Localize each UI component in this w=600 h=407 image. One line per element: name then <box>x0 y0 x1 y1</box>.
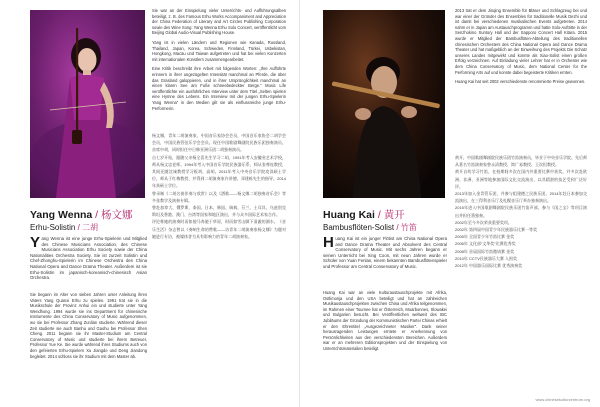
artist-name-chinese: 黄开 <box>383 209 405 221</box>
artist-name-heading: Huang Kai / 黄开 <box>323 209 405 221</box>
bio-column <box>323 290 447 356</box>
artist-name-heading: Yang Wenna / 杨文娜 <box>30 209 133 221</box>
artist-name: Yang Wenna <box>30 209 93 221</box>
body-paragraph: 2013 trat er dem Jinqing Ensemble für Bläser und Schlagzeug bei und war einer der Gründer des Ensembles für traditionelle Musik Dezhi und ist damit bei verschiedenen musikalischen Events aufgetreten. 2014 nahm er in Japan am Austauschprogramm und hatte Solo-Auftritte in der Senzhokino Suntory Hall und der Sapporo Concert Hall Kitara. 2015 wurde er Mitglied der Bambusflöten-Abteilung des traditionellen chinesischen Orchesters des China National Opera and Dance Drama Theater und hat maßgeblich an der Einweihung des Projekts Die Schatz unseres Landes mitgewirkt und konnte als Xiao-Solist einen großen Erfolg verzeichnen. Auf Einladung vieler Lehrer hat er in Orchester wie dem China Conservatory of Music, dem National Center for the Performing Arts auf und konnte dabei begeisterte Kritiken ernten. <box>455 8 587 75</box>
body-paragraph: Huang Kai hat seit 2002 verschiedenste renommierte Preise gewonnen. <box>455 79 586 85</box>
cjk-paragraph: 杨文娜，青年二胡演奏家，中国音乐家协会会员，中国音乐家协会二胡学会会员，中国民族管弦乐学会会员。现任中国歌剧舞剧院民族乐团独奏演员、首席中胡，同时担任中日韩亚洲乐团二胡独奏演员。 <box>152 133 286 153</box>
middle-column-chinese <box>152 132 286 240</box>
role-label-chinese: 二胡 <box>82 223 99 232</box>
intro-paragraph <box>30 236 147 281</box>
intro-paragraph <box>323 236 447 270</box>
footer-url: www.chinesekulturzentrum.org <box>535 397 590 402</box>
drop-cap: H <box>323 234 334 251</box>
right-column-german <box>455 8 587 89</box>
cjk-paragraph: 评论称她的演奏时而如骏马奔驰于草原，时而如雪山脚下清澈的湖水。《音乐生活》杂志曾以《奏响生命的赞歌——访青年二胡演奏家杨文娜》为题对她进行专访，被媒体誉为具有影响力的青年二胡演奏家。 <box>152 219 286 239</box>
drop-cap: Y <box>30 234 41 251</box>
yang-wenna-photo <box>30 10 145 198</box>
cjk-paragraph: 2015年进入中国歌剧舞剧院民族乐团竹笛声部，参与《国之宝》等项目演出并担任箫独奏。 <box>455 205 587 218</box>
cjk-paragraph: 自七岁开始，跟随父亲杨全喜先生学习二胡。1991年考入安徽省艺术学校，师从杨文忠老师。1994年考入中国音乐学院民族器乐系，师从张尊连教授，其间还随沈诚教授学习板胡、高胡。2011年考入中央音乐学院攻读硕士学位，师从于红梅教授，并得到二胡演奏家许讲德、邓建栋先生的指导。2014年获硕士学位。 <box>152 154 286 189</box>
cjk-paragraph: 黄开，中国歌剧舞剧院民族乐团竹笛演奏员，毕业于中央音乐学院。先后师从著名竹笛演奏家曾永清教授、简广易教授、王次恒教授。 <box>455 155 587 168</box>
intro-text: ang Wenna ist eine junge Erhu-Spielerin und Mitglied des Chinese Musicians Association, des Chinese Musicians Association Erhu Society sowie der China Nationalities Orchestra Society. Sie ist zurzeit Solistin und Chef-Zhonghu-Spielerin im Chinese Orchestra des China National Opera and Dance Drama Theater. Außerdem ist sie Erhu-Solistin im japanisch-koreanisch-chinesisch Asian Orchestra. <box>30 236 147 281</box>
erhu-player-illustration <box>30 10 145 198</box>
role-label: Erhu-Solistin <box>30 223 76 232</box>
artist-name: Huang Kai <box>323 209 375 221</box>
cjk-paragraph: 2013年加入金青管乐团，并参与组建德之民族乐团。2014年赴日本参加交流演出，在三得利音乐厅及札幌音乐厅举办独奏演出。 <box>455 191 587 204</box>
body-paragraph: Sie war an der Einspielung vieler Unterrichts- und Aufführungsalben beteiligt, z. B. des Famous Erhu Works Accompaniment and Appreciation der China Federation of Literary and Art Circles Publishing Corporation sowie des Wine Song: Yang Wenna Erhu Solo Concert, veröffentlicht vom Beijing Global Audio-Visual Publishing House. <box>152 8 286 36</box>
award-item: 2002年 第四届中国青少年民族器乐比赛一等奖 <box>455 227 538 233</box>
role-label: Bambusflöten-Solist <box>323 223 395 232</box>
body-paragraph: Yang ist in vielen Ländern und Regionen wie Kanada, Russland, Thailand, Japan, Korea, Schweden, Finnland, Türkei, Usbekistan, Hongkong, Macau und Taiwan aufgetreten und hat bei vielen Konzerten mit internationalen Künstlern zusammengearbeitet. <box>152 39 286 62</box>
award-item: 2005年 全国青少年竹笛比赛 金奖 <box>455 234 515 240</box>
cjk-paragraph: 黄开自幼学习竹笛，在校期间多次在国内外重要比赛中获奖，并多次赴欧洲、非洲、亚洲等地参加国际文化交流演出，以其精湛的技艺受到广泛好评。 <box>455 169 587 189</box>
bio-paragraph: Sie begann im Alter von sieben Jahren unter Anleitung ihres Vaters Yang Quanxi Erhu zu spielen. 1991 trat sie in die Musikschule der Provinz Anhui ein und studierte unter Yang Wendhong. 1994 wurde sie ins Department für chinesische Instrumente des China Conservatory of Music aufgenommen, wo sie bei Professor Zhang Zunlian studierte. Während dieser Zeit studierte sie auch Banhu und Gaohu bei Professor Shen Cheng. 2011 begann sie ihr Master-Studium am Central Conservatory of Music und studierte bei ihrem Betreuer, Professor Yue Ke. Sie wurde während ihres Studiums auch von den gefeierten Erhu-Spielern Xu Jiangde und Deng Jiandong begleitet. 2014 schloss sie ihr Studium mit dem Master ab. <box>30 292 147 359</box>
award-item: 2010年 CCTV民族器乐大赛 入围奖 <box>455 255 518 261</box>
artist-role: Erhu-Solistin / 二胡 <box>30 223 99 232</box>
award-item: 2008年 首届国际竹笛邀请赛 金奖 <box>455 248 515 254</box>
intro-text: uang Kai ist ein junger Flötist am China National Opera and Dance Drama Theater und Absolvent des Central Conservatory of Music. Mit sechs Jahren begann er seinen Unterricht bei Xing Coon, mit neun Jahren wurde er Schüler von Yuan Fenlan, einem bekannten Bambusflötenspieler und Professor am Central Conservatory of Music. <box>323 236 447 269</box>
right-page <box>300 0 600 407</box>
middle-column-german <box>152 8 286 115</box>
award-item: 2006年 文化部“文华奖”比赛优秀奖 <box>455 241 516 247</box>
bio-column <box>30 292 147 363</box>
cjk-paragraph: 2002年至今多次荣获重要奖项。 <box>455 219 512 225</box>
cjk-paragraph: 曾录制《二胡名曲伴奏与欣赏》以及《酒歌——杨文娜二胡独奏音乐会》等多张教学及演奏专辑。 <box>152 190 286 203</box>
right-column-chinese <box>455 154 587 269</box>
cjk-paragraph: 曾赴加拿大、俄罗斯、泰国、日本、韩国、瑞典、芬兰、土耳其、乌兹别克斯坦及香港、澳门、台湾等国家和地区演出，并与众多国际艺术家合作。 <box>152 205 286 218</box>
artist-name-chinese: 杨文娜 <box>101 209 133 221</box>
body-paragraph: Eine Kritik beschreibt ihre Arbeit mit folgenden Worten: „Ihre Aufführte erinnern in ihrer ungezügelten Intensität manchmal an Pferde, die über das Grasland galoppieren, und in ihrer Ursprünglichkeit manchmal an einen klaren See am Fuße schneebedeckter Berge." Music Life veröffentlichte ein ausführliches Interview unter dem Titel „Selten spielen eine Hymne des Lebens. Ein Interview mit der jungen Erhu-Spielerin Yang Wenna" in den Medien gilt sie als einflussreiche junge Erhu-Performerin. <box>152 66 286 111</box>
award-item: 2012年 中国器乐国际比赛 优秀演奏奖 <box>455 263 523 269</box>
flute-player-illustration <box>323 10 445 198</box>
huang-kai-photo <box>323 10 445 198</box>
bio-paragraph: Huang Kai war an viele Kulturaustauschprojekte mit Afrika, Ostlimonja und den USA beteiligt und hat an zahlreichen Musikaustauschprojekten zwischen China und Afrika teilgenommen, im Rahmen einer Tournee hat er Österreich, Moarbonnes, Slowakei und Bulgarien besucht. Bei Veröffentlichen weltweit des IBC Jubiläums der Gründung der Kommunistischen Partei Chinas erhielt er den Ehrentitel „Ausgezeichneter Musiker". Dank seiner herausragenden Leistungen erntete er Anerkennung von Persönlichkeiten aus den verschiedensten Bereichen. Außerdem war er an mehreren Editionsprojekten und der Einspielung von Unterrichtsmaterialien beteiligt. <box>323 290 447 351</box>
artist-role: Bambusflöten-Solist / 竹笛 <box>323 223 417 232</box>
role-label-chinese: 竹笛 <box>400 223 417 232</box>
